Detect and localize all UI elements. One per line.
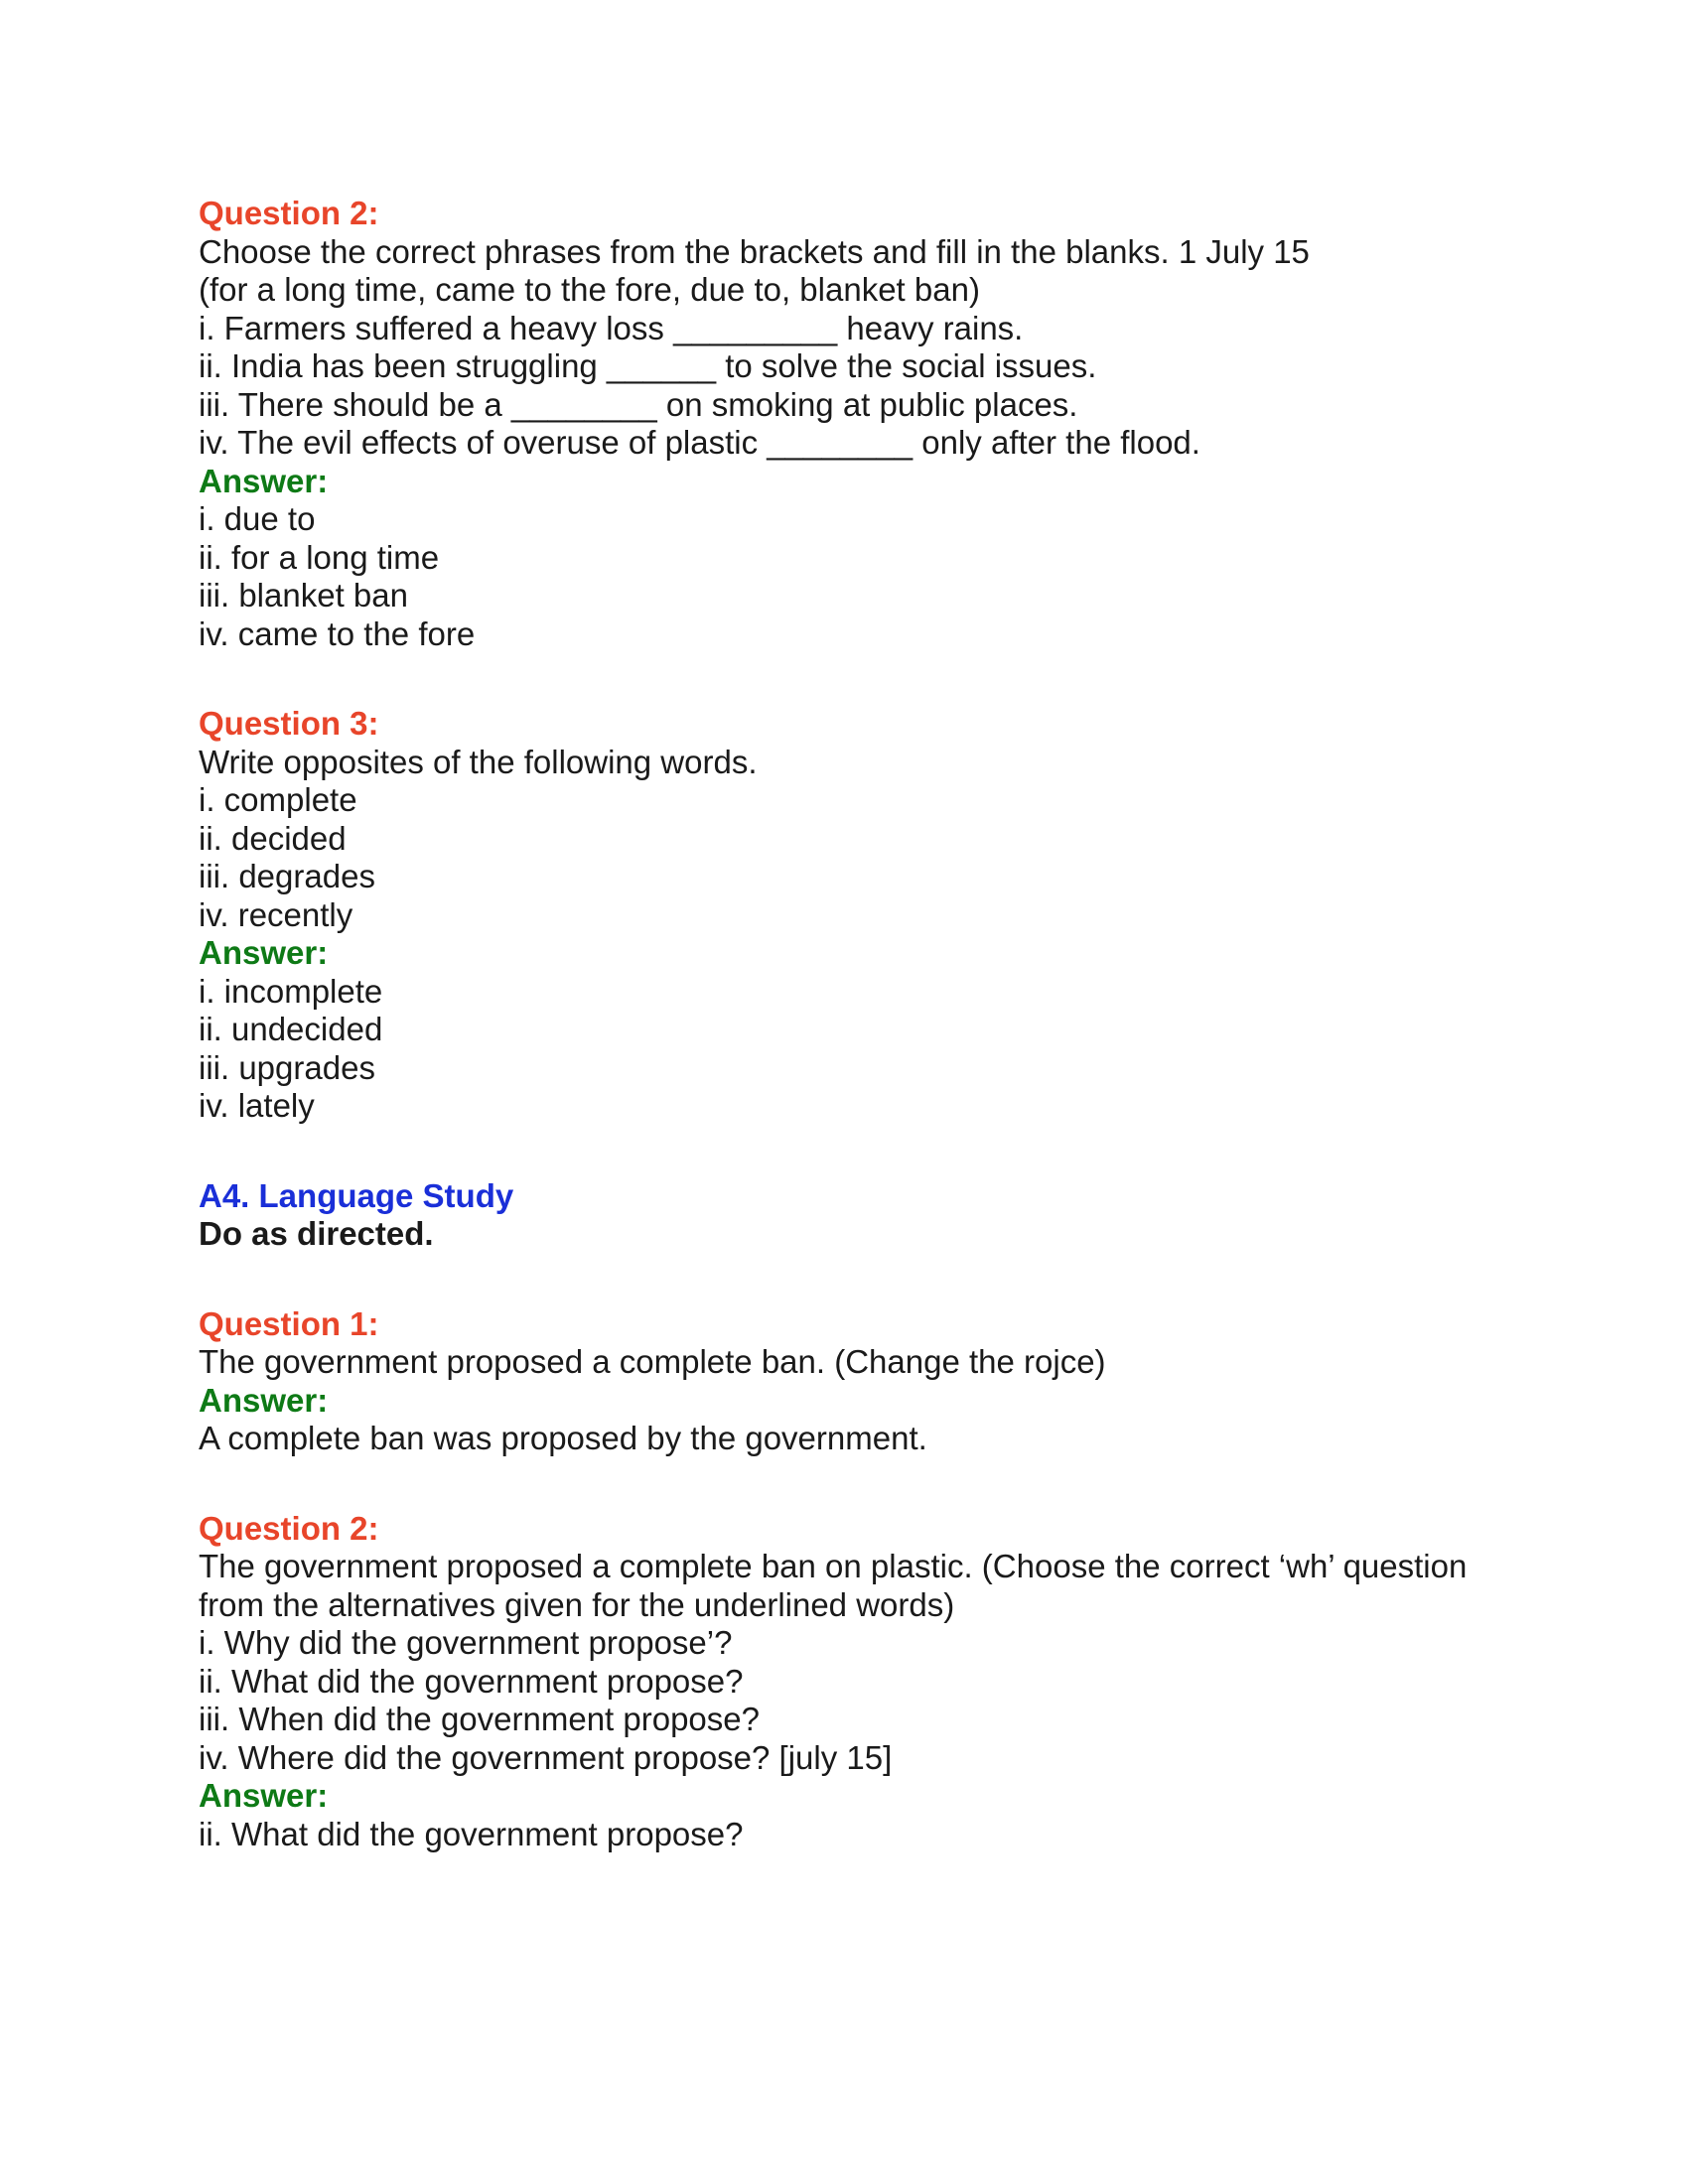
ls-question-2-item: ii. What did the government propose? [199, 1662, 744, 1700]
question-3-answer: i. incomplete [199, 972, 383, 1010]
spacer [199, 1254, 1509, 1305]
question-3-item: ii. decided [199, 819, 347, 857]
question-2-options: (for a long time, came to the fore, due to, blanket ban) [199, 271, 980, 308]
question-3-prompt: Write opposites of the following words. [199, 743, 758, 780]
ls-question-2-item: iii. When did the government propose? [199, 1701, 760, 1737]
question-3-answer: iii. upgrades [199, 1048, 375, 1086]
question-3-answer-heading: Answer: [199, 934, 329, 971]
question-2-prompt: Choose the correct phrases from the brackets and fill in the blanks. 1 July 15 [199, 232, 1310, 270]
ls-question-2-item: i. Why did the government propose’? [199, 1624, 733, 1661]
question-2-answer-heading: Answer: [199, 462, 329, 499]
ls-question-2-item: iv. Where did the government propose? [july 15] [199, 1738, 893, 1776]
spacer [199, 1458, 1509, 1510]
question-3-answer: ii. undecided [199, 1011, 383, 1047]
ls-question-1-prompt: The government proposed a complete ban. (Change the rojce) [199, 1343, 1106, 1380]
section-heading-language-study: A4. Language Study [199, 1176, 514, 1214]
ls-question-2-prompt: The government proposed a complete ban on plastic. (Choose the correct ‘wh’ question [199, 1548, 1468, 1584]
spacer [199, 653, 1509, 705]
question-2-answer: iv. came to the fore [199, 614, 476, 652]
question-2-answer: i. due to [199, 500, 316, 537]
ls-question-1-answer-heading: Answer: [199, 1381, 329, 1419]
question-2-item: iii. There should be a ________ on smoking at public places. [199, 385, 1078, 423]
question-2-answer: ii. for a long time [199, 538, 440, 576]
ls-question-1-answer: A complete ban was proposed by the government. [199, 1420, 927, 1456]
ls-question-2-prompt: from the alternatives given for the underlined words) [199, 1585, 955, 1623]
question-2-answer: iii. blanket ban [199, 577, 408, 614]
question-3-heading: Question 3: [199, 705, 379, 742]
question-3-answer: iv. lately [199, 1087, 315, 1124]
ls-question-1-heading: Question 1: [199, 1304, 379, 1342]
document-page [199, 195, 1509, 1853]
question-3-item: i. complete [199, 781, 357, 818]
ls-question-2-answer: ii. What did the government propose? [199, 1815, 744, 1852]
question-2-item: iv. The evil effects of overuse of plastic ________ only after the flood. [199, 424, 1200, 461]
question-2-heading: Question 2: [199, 195, 379, 231]
ls-question-2-answer-heading: Answer: [199, 1777, 329, 1814]
question-2-item: ii. India has been struggling ______ to solve the social issues. [199, 347, 1097, 384]
question-2-item: i. Farmers suffered a heavy loss _________ heavy rains. [199, 309, 1024, 346]
section-directive: Do as directed. [199, 1215, 434, 1252]
ls-question-2-heading: Question 2: [199, 1509, 379, 1547]
spacer [199, 1126, 1509, 1177]
question-3-item: iv. recently [199, 895, 353, 933]
question-3-item: iii. degrades [199, 858, 375, 894]
